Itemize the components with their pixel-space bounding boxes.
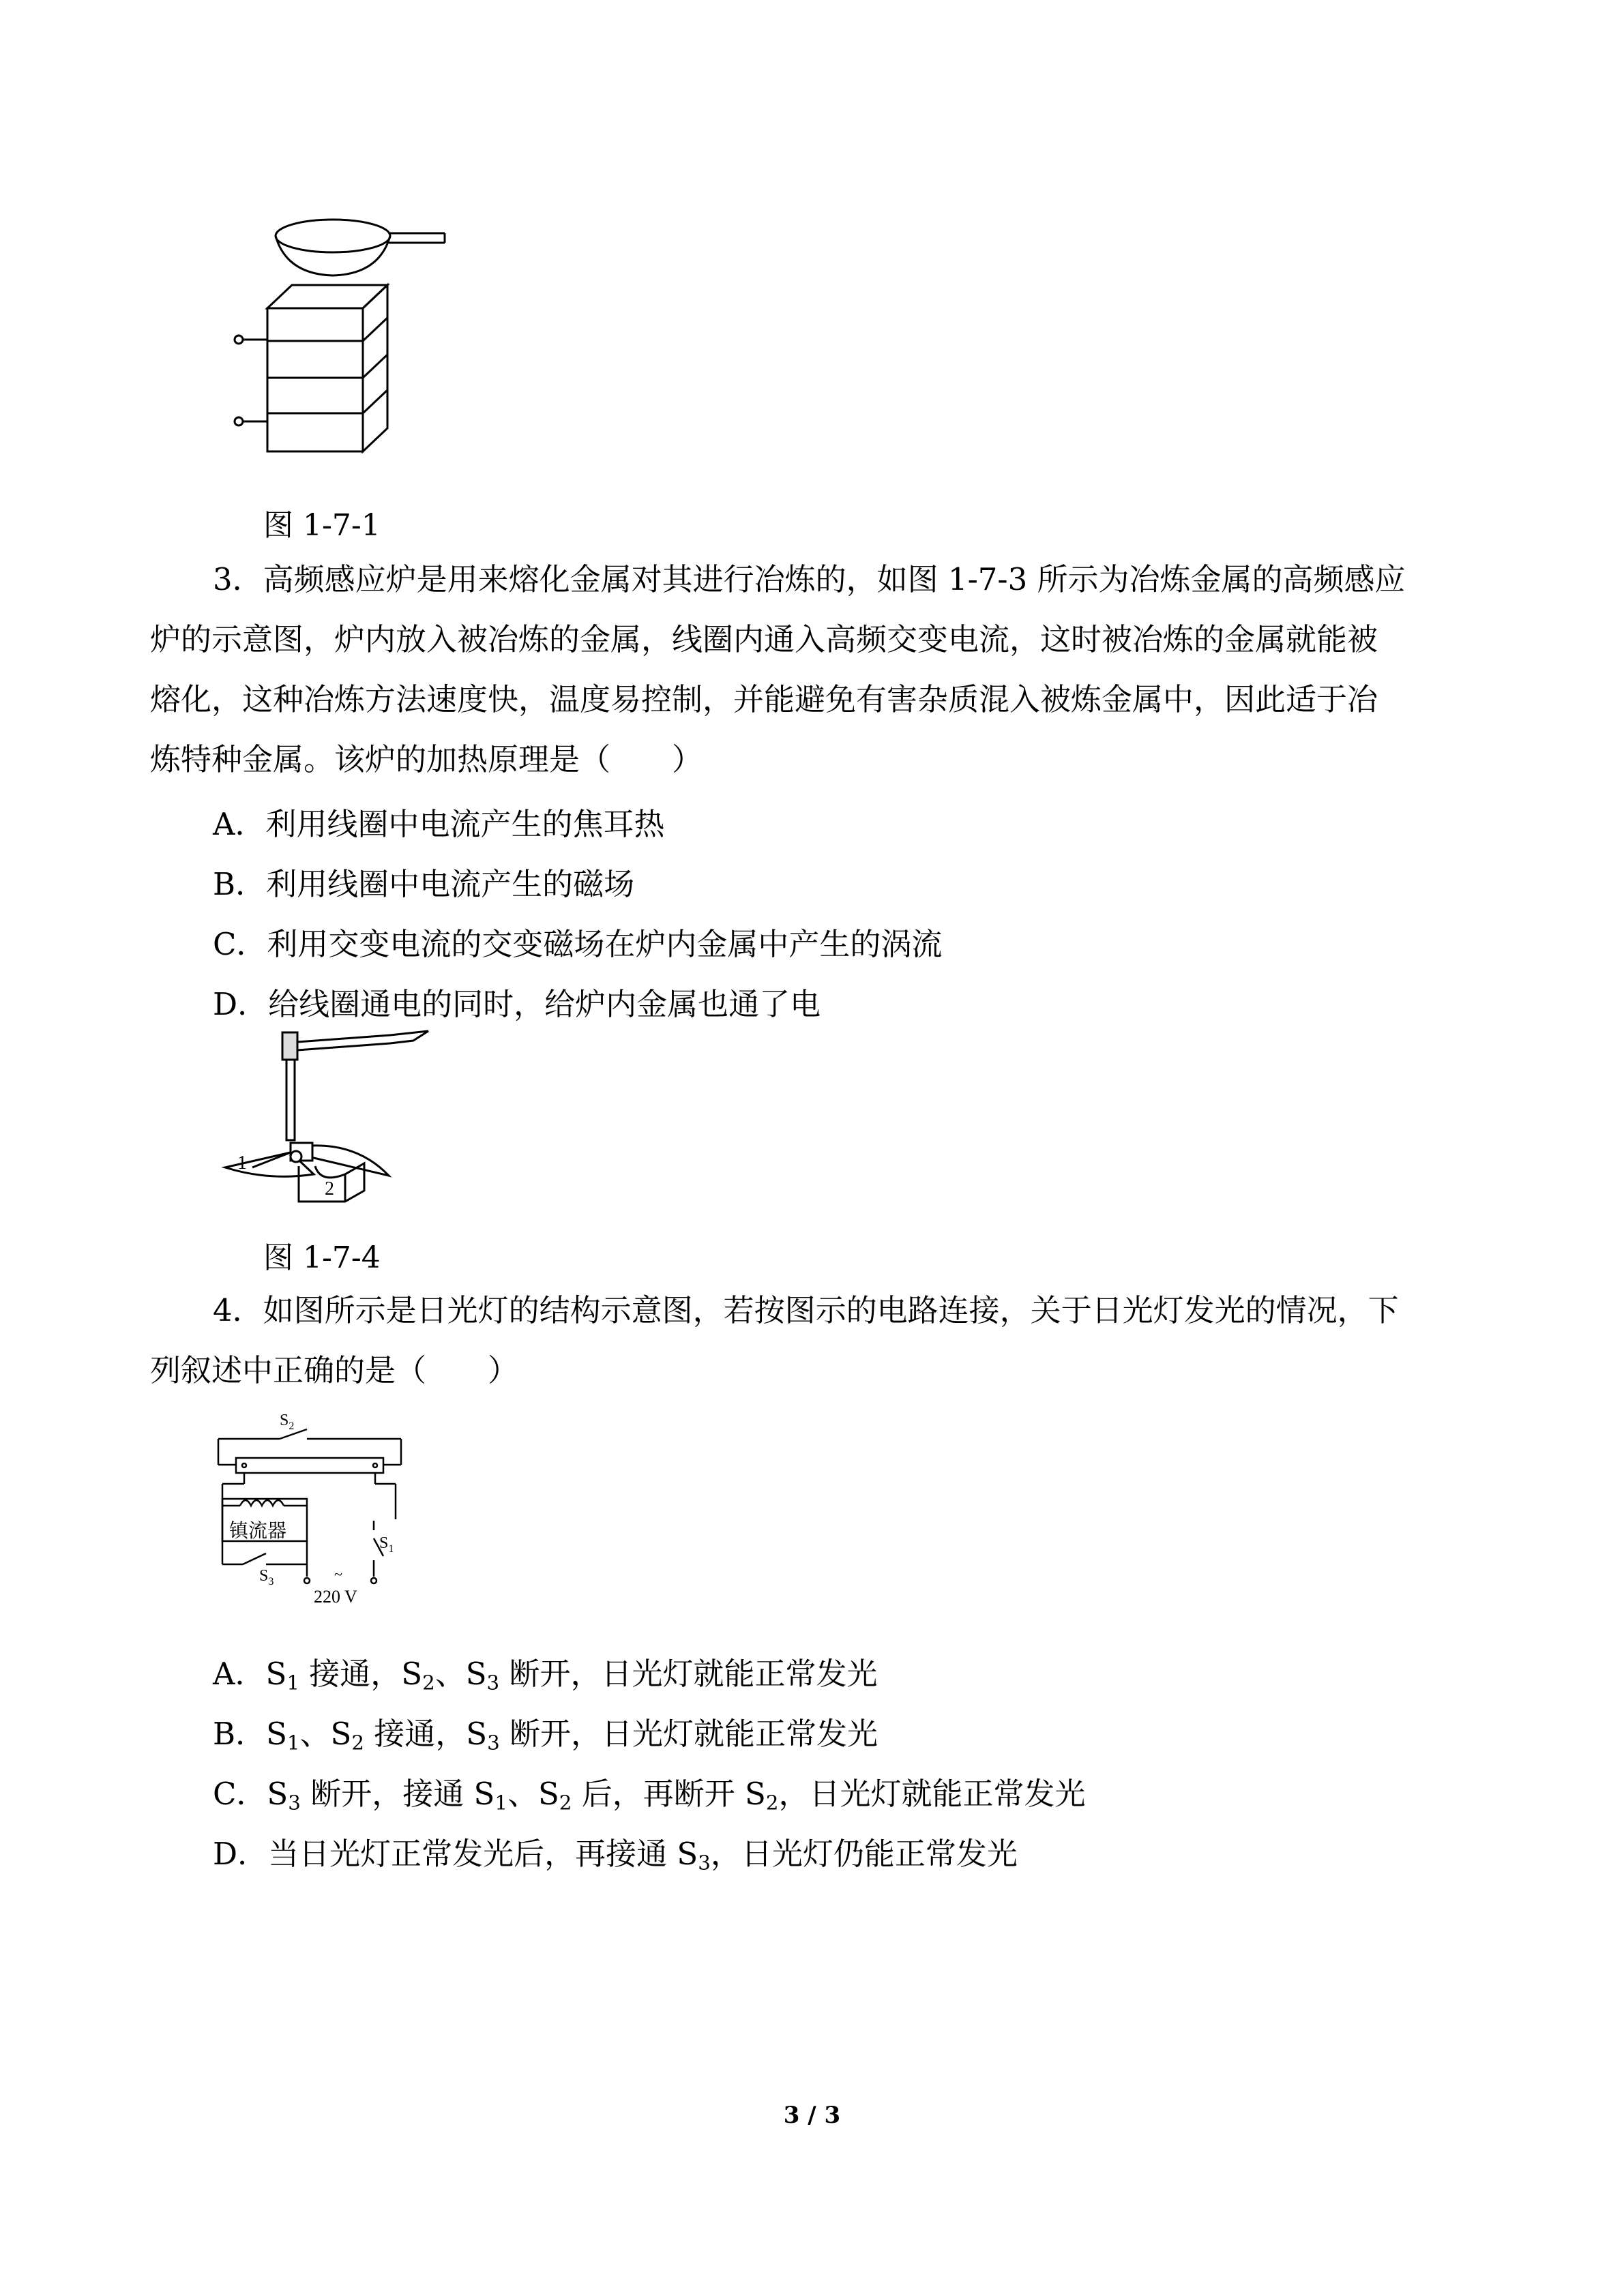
figure-1-7-4 bbox=[211, 1023, 443, 1221]
q3-option-a: A．利用线圈中电流产生的焦耳热 bbox=[213, 806, 665, 842]
q4-option-b: B．$S_1$、$S_2$ 接通，$S_3$ 断开，日光灯就能正常发光 bbox=[213, 1716, 879, 1755]
label-s3: $S_3$ bbox=[259, 1567, 274, 1587]
figure-1-7-1-caption: 图 1-7-1 bbox=[263, 508, 381, 543]
q3-option-b: B．利用线圈中电流产生的磁场 bbox=[213, 866, 635, 902]
q4-line-2: 列叙述中正确的是（ ） bbox=[150, 1352, 519, 1388]
label-ballast: 镇流器 bbox=[229, 1519, 287, 1542]
label-s1: $S_1$ bbox=[379, 1534, 394, 1555]
figure-1-7-1 bbox=[218, 205, 464, 464]
q3-line-4: 炼特种金属。该炉的加热原理是（ ） bbox=[150, 741, 703, 777]
pan-rim bbox=[276, 220, 390, 252]
q3-line-2: 炉的示意图，炉内放入被冶炼的金属，线圈内通入高频交变电流，这时被冶炼的金属就能被 bbox=[150, 621, 1378, 657]
fig4-label-2: 2 bbox=[325, 1178, 334, 1199]
q3-line-1: 3．高频感应炉是用来熔化金属对其进行冶炼的，如图 1-7-3 所示为冶炼金属的高频感应 bbox=[213, 561, 1406, 597]
q4-line-1: 4．如图所示是日光灯的结构示意图，若按图示的电路连接，关于日光灯发光的情况，下 bbox=[213, 1292, 1399, 1328]
fig4-label-1: 1 bbox=[237, 1152, 247, 1174]
question-3-stem bbox=[150, 550, 1480, 790]
label-voltage: 220 V bbox=[314, 1587, 357, 1607]
q3-option-c: C．利用交变电流的交变磁场在炉内金属中产生的涡流 bbox=[213, 926, 943, 962]
pivot-circle bbox=[291, 1151, 301, 1162]
pivot-knob bbox=[282, 1032, 297, 1060]
switch-s3 bbox=[243, 1553, 266, 1564]
label-s2: $S_2$ bbox=[280, 1412, 295, 1432]
page-number: 3 / 3 bbox=[783, 2102, 841, 2129]
coil-block bbox=[267, 285, 387, 451]
q4-option-a: A．$S_1$ 接通，$S_2$、$S_3$ 断开，日光灯就能正常发光 bbox=[213, 1656, 878, 1695]
pointer-arm bbox=[297, 1031, 428, 1050]
terminal-top bbox=[235, 336, 243, 344]
label-tilde: ~ bbox=[334, 1566, 342, 1583]
figure-1-7-4-caption: 图 1-7-4 bbox=[263, 1240, 381, 1275]
q4-option-d: D．当日光灯正常发光后，再接通 $S_3$，日光灯仍能正常发光 bbox=[213, 1836, 1018, 1875]
support-rod bbox=[286, 1060, 295, 1140]
lamp-tube bbox=[236, 1458, 383, 1473]
q3-line-3: 熔化，这种冶炼方法速度快，温度易控制，并能避免有害杂质混入被炼金属中，因此适于冶 bbox=[150, 681, 1378, 717]
fluorescent-lamp-circuit bbox=[205, 1405, 423, 1609]
question-4-stem bbox=[150, 1281, 1480, 1401]
q4-option-c: C．$S_3$ 断开，接通 $S_1$、$S_2$ 后，再断开 $S_2$，日光灯就能正常发光 bbox=[213, 1776, 1086, 1815]
q3-option-d: D．给线圈通电的同时，给炉内金属也通了电 bbox=[213, 986, 821, 1022]
pan-body bbox=[276, 236, 390, 275]
ballast-coil bbox=[240, 1500, 284, 1506]
terminal-bottom bbox=[235, 417, 243, 426]
